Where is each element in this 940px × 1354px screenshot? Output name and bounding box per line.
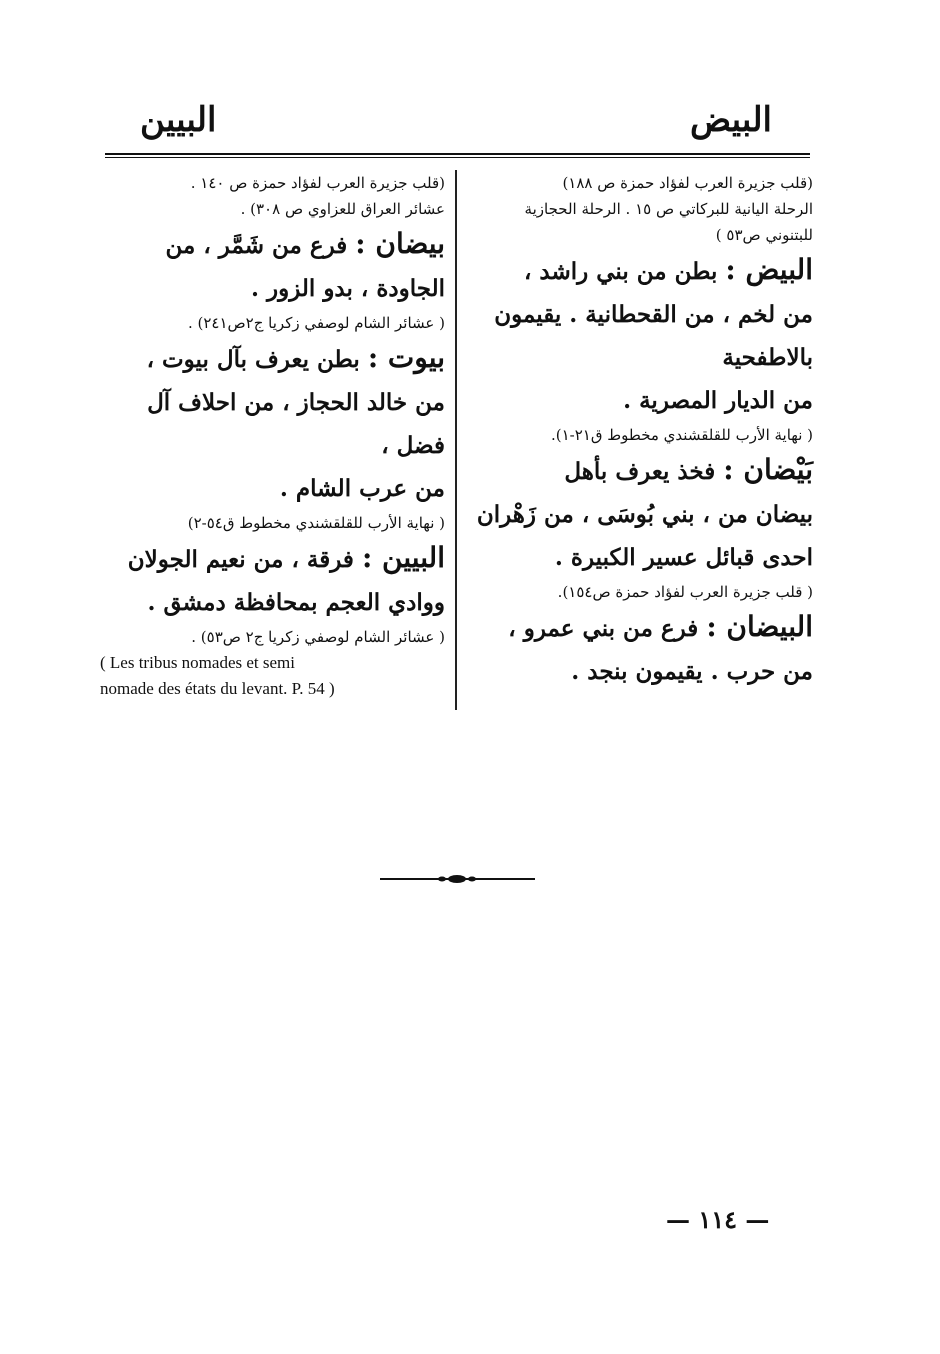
entry-headword: البيض : [725,253,813,286]
entry-headword: البيضان : [706,610,813,643]
entry-line [100,222,445,267]
header-rule-thin [105,157,810,158]
entry-text: فخذ يعرف بأهل [564,458,716,485]
entry-text: فرقة ، من نعيم الجولان [127,546,354,573]
latin-citation: ( Les tribus nomades et semi [100,653,295,672]
source-citation: ( عشائر الشام لوصفي زكريا ج٢ص٢٤١) . [187,314,445,332]
page-number: — ١١٤ — [666,1205,770,1234]
entry-line [100,467,445,510]
entry-line [468,379,813,422]
entry-text: بطن يعرف بآل بيوت ، [146,346,360,373]
source-citation: ( نهاية الأرب للقلقشندي مخطوط ق٥٤-٢) [187,514,445,532]
entry-line [100,581,445,624]
entry-line [100,381,445,467]
column-divider [455,170,457,710]
entry-text: من حرب . يقيمون بنجد . [571,658,813,685]
running-head-left: البيين [140,100,217,140]
entry-text: الجاودة ، بدو الزور . [251,275,445,302]
source-citation: ( قلب جزيرة العرب لفؤاد حمزة ص١٥٤). [557,583,813,601]
running-head-right: البيض [690,100,772,140]
entry-line [100,267,445,310]
source-citation: (قلب جزيرة العرب لفؤاد حمزة ص ١٤٠ . [190,174,445,192]
left-column [100,170,445,702]
entry-text: فرع من بني عمرو ، [508,615,699,642]
entry-headword: بَيْضان : [723,453,813,486]
source-citation: ( نهاية الأرب للقلقشندي مخطوط ق٢١-١). [550,426,813,444]
latin-citation: nomade des états du levant. P. 54 ) [100,679,335,698]
entry-line [468,650,813,693]
entry-text: فرع من شَمَّر ، من [165,232,348,259]
source-citation: للبتنوني ص٥٣ ) [715,226,813,244]
entry-headword: بيضان : [355,227,445,260]
header-rule [105,153,810,155]
source-citation: عشائر العراق للعزاوي ص ٣٠٨) . [240,200,445,218]
entry-text: من لخم ، من القحطانية . يقيمون بالاطفحية [494,301,813,371]
entry-headword: بيوت : [367,341,445,374]
entry-line [468,536,813,579]
entry-line [468,493,813,536]
entry-text: ووادي العجم بمحافظة دمشق . [147,589,445,616]
entry-line [100,336,445,381]
entry-text: من عرب الشام . [279,475,445,502]
entry-line [468,448,813,493]
entry-line [468,605,813,650]
entry-line [468,248,813,293]
entry-line [468,293,813,379]
source-citation: ( عشائر الشام لوصفي زكريا ج٢ ص٥٣) . [191,628,445,646]
entry-text: من الديار المصرية . [623,387,813,414]
entry-text: من خالد الحجاز ، من احلاف آل فضل ، [147,389,445,459]
entry-line [100,536,445,581]
entry-text: بطن من بني راشد ، [523,258,718,285]
entry-headword: البيين : [361,541,445,574]
source-citation: (قلب جزيرة العرب لفؤاد حمزة ص ١٨٨) [562,174,813,192]
entry-text: احدى قبائل عسير الكبيرة . [554,544,813,571]
source-citation: الرحلة اليانية للبركاتي ص ١٥ . الرحلة الحجازية [524,200,813,218]
ornament-divider [380,872,535,886]
entry-text: بيضان من ، بني بُوسَى ، من زَهْران [476,501,813,528]
right-column [468,170,813,693]
